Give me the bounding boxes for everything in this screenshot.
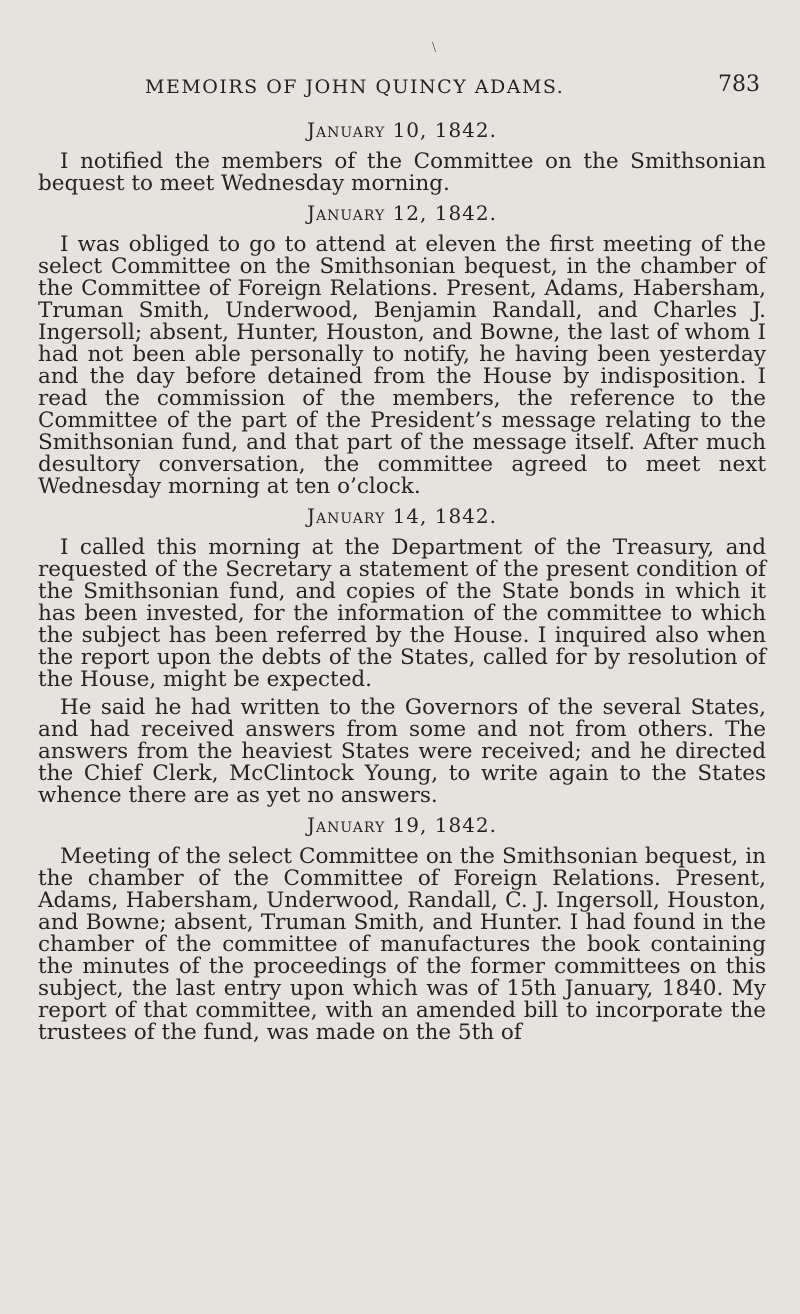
stray-mark: \ xyxy=(432,40,437,54)
entry-paragraph: I called this morning at the Department of the Treasury, and requested of the Secretary a statement of the present condition of the Smithsonian fund, and copies of the State bonds in which it has been invested, for the information of the committee to which the subject has been referred by the House. I inquired also when the report upon the debts of the States, called for by resolution of the House, might be expected. xyxy=(38,535,766,692)
page-number: 783 xyxy=(718,72,760,97)
diary-entry xyxy=(38,504,766,807)
entry-paragraph: I was obliged to go to attend at eleven the first meeting of the select Committee on the Smithsonian bequest, in the chamber of the Committee of Foreign Relations. Present, Adams, Habersham, Truman Smith, Underwood, Benjamin Randall, and Charles J. Ingersoll; absent, Hunter, Houston, and Bowne, the last of whom I had not been able personally to notify, he having been yesterday and the day before detained from the House by indisposition. I read the commission of the members, the reference to the Committee of the part of the President’s message relating to the Smithsonian fund, and that part of the message itself. After much desultory conversation, the committee agreed to meet next Wednesday morning at ten o’clock. xyxy=(38,232,766,499)
entry-paragraph: Meeting of the select Committee on the Smithsonian bequest, in the chamber of the Committee of Foreign Relations. Present, Adams, Habersham, Underwood, Randall, C. J. Ingersoll, Houston, and Bowne; absent, Truman Smith, and Hunter. I had found in the chamber of the committee of manufactures the book containing the minutes of the proceedings of the former committees on this subject, the last entry upon which was of 15th January, 1840. My report of that committee, with an amended bill to incorporate the trustees of the fund, was made on the 5th of xyxy=(38,844,766,1045)
entry-paragraph: I notified the members of the Committee on the Smithsonian bequest to meet Wednesday morning. xyxy=(38,149,766,196)
entry-date: January 10, 1842. xyxy=(307,118,497,142)
running-head xyxy=(145,64,760,104)
diary-entry xyxy=(38,118,766,195)
entry-date: January 12, 1842. xyxy=(307,201,497,225)
entry-date: January 14, 1842. xyxy=(307,504,497,528)
diary-body xyxy=(38,112,766,1050)
entry-date: January 19, 1842. xyxy=(307,813,497,837)
running-head-title: MEMOIRS OF JOHN QUINCY ADAMS. xyxy=(145,76,565,98)
diary-entry xyxy=(38,201,766,498)
entry-paragraph: He said he had written to the Governors of the several States, and had received answers from some and not from others. The answers from the heaviest States were received; and he directed the Chief Clerk, McClintock Young, to write again to the States whence there are as yet no answers. xyxy=(38,695,766,808)
diary-entry xyxy=(38,813,766,1044)
